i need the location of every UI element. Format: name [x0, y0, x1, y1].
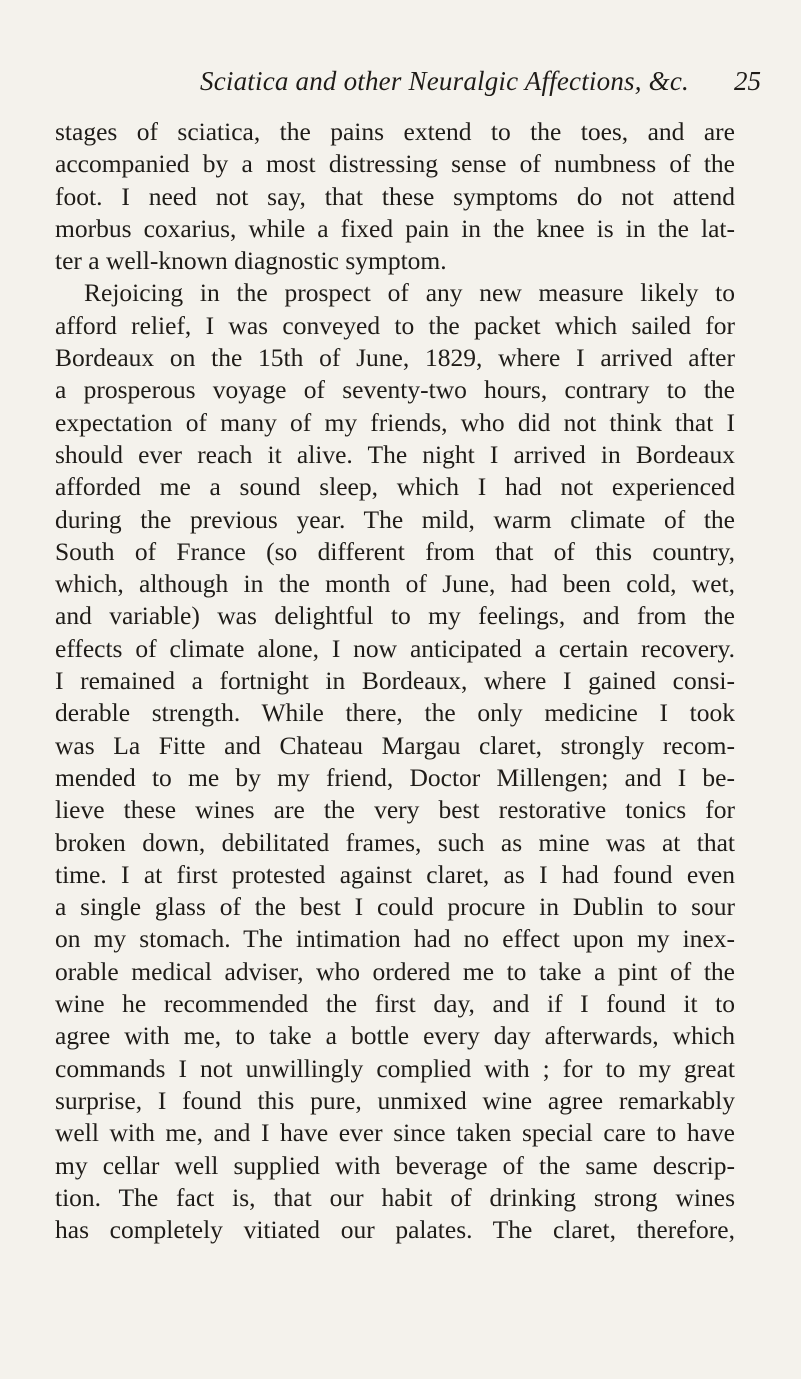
text-line: broken down, debilitated frames, such as mine was at that: [55, 827, 735, 857]
text-line: Bordeaux on the 15th of June, 1829, where I arrived after: [55, 343, 735, 373]
text-line: I remained a fortnight in Bordeaux, where I gained consi-: [55, 666, 735, 696]
text-line: has completely vitiated our palates. The claret, therefore,: [55, 1215, 735, 1245]
page-number: 25: [734, 66, 761, 96]
text-line: orable medical adviser, who ordered me to take a pint of the: [55, 956, 735, 986]
text-line: lieve these wines are the very best restorative tonics for: [55, 795, 735, 825]
text-line: South of France (so different from that of this country,: [55, 536, 735, 566]
text-line: which, although in the month of June, had been cold, wet,: [55, 569, 735, 599]
text-line: commands I not unwillingly complied with ; for to my great: [55, 1053, 735, 1083]
text-line: afford relief, I was conveyed to the packet which sailed for: [55, 310, 735, 340]
text-line: was La Fitte and Chateau Margau claret, strongly recom-: [55, 730, 735, 760]
text-line: a prosperous voyage of seventy-two hours, contrary to the: [55, 375, 735, 405]
running-head: Sciatica and other Neuralgic Affections, &c.: [200, 66, 689, 96]
text-line: ter a well-known diagnostic symptom.: [55, 246, 447, 276]
text-line: well with me, and I have ever since taken special care to have: [55, 1118, 735, 1148]
text-line: on my stomach. The intimation had no effect upon my inex-: [55, 924, 735, 954]
text-line: my cellar well supplied with beverage of the same descrip-: [55, 1150, 735, 1180]
text-line: foot. I need not say, that these symptoms do not attend: [55, 181, 735, 211]
text-line: effects of climate alone, I now anticipated a certain recovery.: [55, 633, 735, 663]
text-line: morbus coxarius, while a fixed pain in the knee is in the lat-: [55, 213, 735, 243]
body-text: [55, 116, 735, 1246]
text-line: agree with me, to take a bottle every day afterwards, which: [55, 1021, 735, 1051]
text-line: afforded me a sound sleep, which I had not experienced: [55, 472, 735, 502]
text-line: expectation of many of my friends, who did not think that I: [55, 407, 735, 437]
text-line: and variable) was delightful to my feelings, and from the: [55, 601, 735, 631]
text-line: tion. The fact is, that our habit of drinking strong wines: [55, 1182, 735, 1212]
text-line: surprise, I found this pure, unmixed wine agree remarkably: [55, 1085, 735, 1115]
text-line: Rejoicing in the prospect of any new measure likely to: [84, 278, 735, 308]
text-line: should ever reach it alive. The night I arrived in Bordeaux: [55, 439, 735, 469]
text-line: wine he recommended the first day, and if I found it to: [55, 989, 735, 1019]
text-line: stages of sciatica, the pains extend to the toes, and are: [55, 117, 735, 146]
text-line: accompanied by a most distressing sense of numbness of the: [55, 149, 735, 179]
text-line: during the previous year. The mild, warm climate of the: [55, 504, 735, 534]
text-line: derable strength. While there, the only medicine I took: [55, 698, 735, 728]
text-line: mended to me by my friend, Doctor Millengen; and I be-: [55, 762, 735, 792]
text-line: time. I at first protested against claret, as I had found even: [55, 859, 735, 889]
text-line: a single glass of the best I could procure in Dublin to sour: [55, 892, 735, 922]
